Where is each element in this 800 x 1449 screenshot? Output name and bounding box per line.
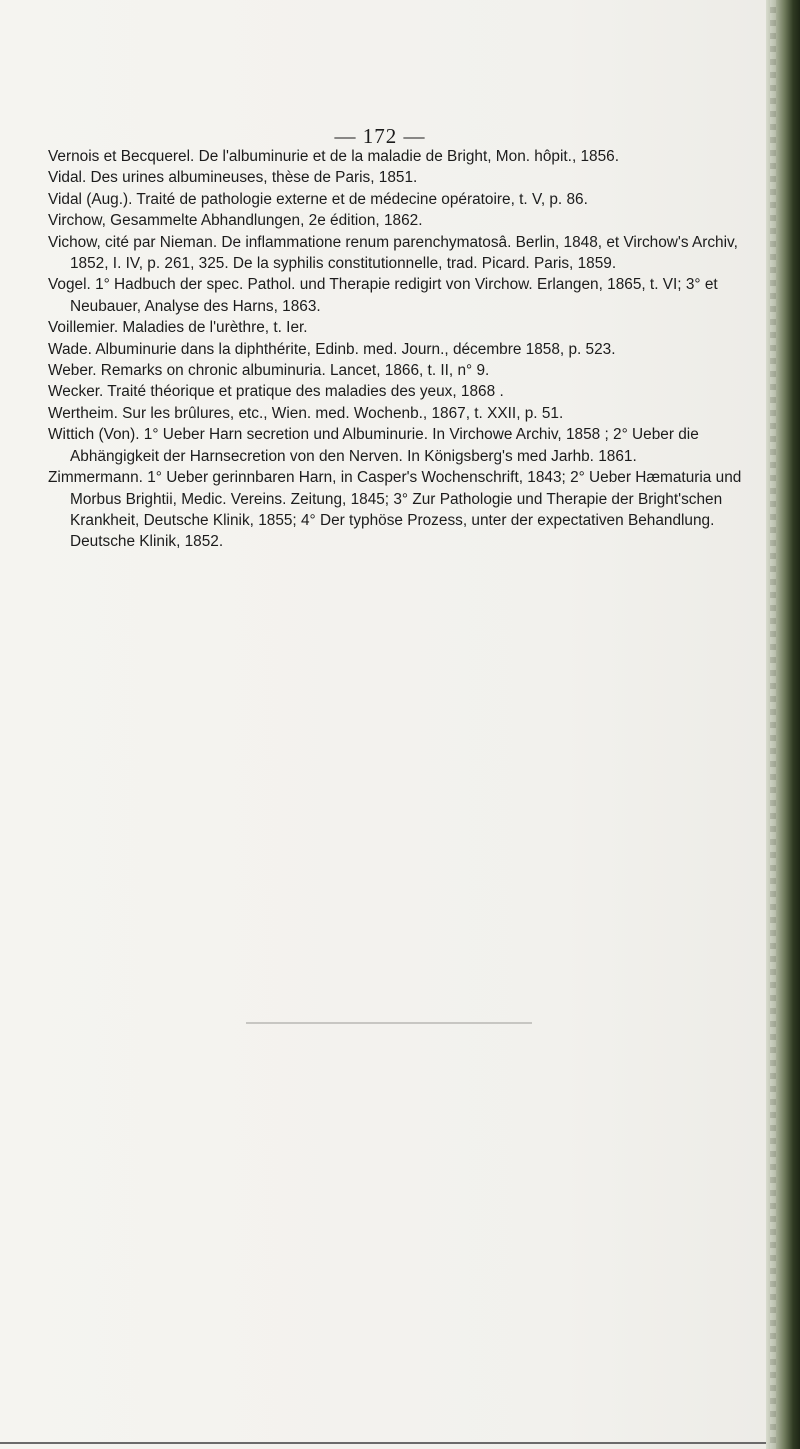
bibliography-list [48,146,748,553]
bibliography-entry: Voillemier. Maladies de l'urèthre, t. Ier. [48,319,308,337]
bibliography-entry: Wertheim. Sur les brûlures, etc., Wien. med. Wochenb., 1867, t. XXII, p. 51. [48,404,564,422]
page-bottom-edge [0,1442,766,1444]
bibliography-entry: Vernois et Becquerel. De l'albuminurie et de la maladie de Bright, Mon. hôpit., 1856. [48,148,620,165]
bibliography-entry: Vidal. Des urines albumineuses, thèse de Paris, 1851. [48,169,418,187]
bleed-through-line [246,1022,532,1024]
bibliography-entry: Wecker. Traité théorique et pratique des maladies des yeux, 1868 . [48,383,504,401]
page-number: — 172 — [334,124,426,148]
bibliography-entry: Vichow, cité par Nieman. De inflammatione renum parenchymatosâ. Berlin, 1848, et Virchow's Archiv, 1852, I. IV, p. 261, 325. De la syphilis constitutionnelle, trad. Picard. Paris, 1859. [48,233,738,273]
book-binding-edge [766,0,800,1449]
bibliography-entry: Zimmermann. 1° Ueber gerinnbaren Harn, in Casper's Wochenschrift, 1843; 2° Ueber Hæmaturia und Morbus Brightii, Medic. Vereins. Zeitung, 1845; 3° Zur Pathologie und Therapie der Bright'schen Krankheit, Deutsche Klinik, 1855; 4° Der typhöse Prozess, unter der expectativen Behandlung. Deutsche Klinik, 1852. [48,469,742,551]
bibliography-entry: Virchow, Gesammelte Abhandlungen, 2e édition, 1862. [48,212,423,230]
bibliography-entry: Wade. Albuminurie dans la diphthérite, Edinb. med. Journ., décembre 1858, p. 523. [48,340,616,358]
bibliography-entry: Weber. Remarks on chronic albuminuria. Lancet, 1866, t. II, n° 9. [48,362,490,380]
bibliography-entry: Vogel. 1° Hadbuch der spec. Pathol. und Therapie redigirt von Virchow. Erlangen, 1865, t. VI; 3° et Neubauer, Analyse des Harns, 1863. [48,276,718,315]
bibliography-entry: Wittich (Von). 1° Ueber Harn secretion und Albuminurie. In Virchowe Archiv, 1858 ; 2° Ueber die Abhängigkeit der Harnsecretion von den Nerven. In Königsberg's med Jarhb. 1861. [48,426,699,465]
bibliography-entry: Vidal (Aug.). Traité de pathologie externe et de médecine opératoire, t. V, p. 86. [48,190,588,208]
